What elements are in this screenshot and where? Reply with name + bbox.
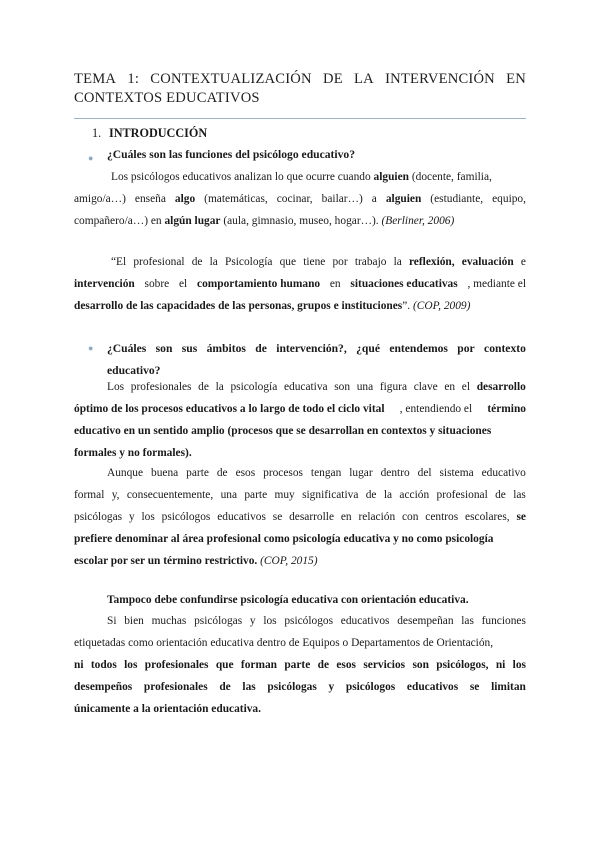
- text-line: intervención sobre el comportamiento humano en situaciones educativas , mediante el: [74, 278, 526, 290]
- text-line: Aunque buena parte de esos procesos tengan lugar dentro del sistema educativo: [107, 467, 526, 479]
- title-line-2: CONTEXTOS EDUCATIVOS: [74, 90, 260, 106]
- text-line: desarrollo de las capacidades de las personas, grupos e instituciones”. (COP, 2009): [74, 300, 471, 312]
- text-line: óptimo de los procesos educativos a lo largo de todo el ciclo vital , entendiendo el término: [74, 403, 526, 415]
- text-line: psicólogas y los psicólogos educativos se desarrolle en relación con centros escolares, se: [74, 511, 526, 523]
- text-line: etiquetadas como orientación educativa dentro de Equipos o Departamentos de Orientación,: [74, 637, 494, 649]
- title-line-1: TEMA 1: CONTEXTUALIZACIÓN DE LA INTERVENCIÓN EN: [74, 71, 526, 87]
- question-scope-line-1: ¿Cuáles son sus ámbitos de intervención?, ¿qué entendemos por contexto: [107, 342, 526, 355]
- text-line: Los psicólogos educativos analizan lo que ocurre cuando alguien (docente, familia,: [111, 171, 492, 183]
- text-line: prefiere denominar al área profesional como psicología educativa y no como psicología: [74, 533, 494, 545]
- bullet-icon: ●: [88, 343, 94, 353]
- text-line: “El profesional de la Psicología que tiene por trabajo la reflexión, evaluación e: [111, 256, 526, 268]
- text-line: escolar por ser un término restrictivo. (COP, 2015): [74, 555, 318, 567]
- text-line: desempeños profesionales de las psicólogas y psicólogos educativos se limitan: [74, 681, 526, 693]
- text-line: formal y, consecuentemente, una parte muy significativa de la acción profesional de las: [74, 489, 526, 501]
- text-line: Si bien muchas psicólogas y los psicólogos educativos desempeñan las funciones: [107, 615, 526, 627]
- section-label: INTRODUCCIÓN: [109, 126, 208, 140]
- document-title: [74, 70, 526, 108]
- section-heading: [92, 126, 207, 141]
- bullet-icon: ●: [88, 153, 94, 163]
- text-line: amigo/a…) enseña algo (matemáticas, cocinar, bailar…) a alguien (estudiante, equipo,: [74, 193, 526, 205]
- text-line: ni todos los profesionales que forman parte de esos servicios son psicólogos, ni los: [74, 659, 526, 671]
- question-scope-line-2: educativo?: [107, 364, 161, 377]
- text-line: compañero/a…) en algún lugar (aula, gimnasio, museo, hogar…). (Berliner, 2006): [74, 215, 455, 227]
- text-line: formales y no formales).: [74, 447, 192, 459]
- text-line: Tampoco debe confundirse psicología educativa con orientación educativa.: [107, 594, 469, 606]
- title-divider: [74, 118, 526, 119]
- text-line: únicamente a la orientación educativa.: [74, 703, 261, 715]
- text-line: Los profesionales de la psicología educativa son una figura clave en el desarrollo: [107, 381, 526, 393]
- text-line: educativo en un sentido amplio (procesos que se desarrollan en contextos y situaciones: [74, 425, 492, 437]
- section-number: 1.: [92, 126, 102, 140]
- question-functions: ¿Cuáles son las funciones del psicólogo educativo?: [107, 148, 356, 161]
